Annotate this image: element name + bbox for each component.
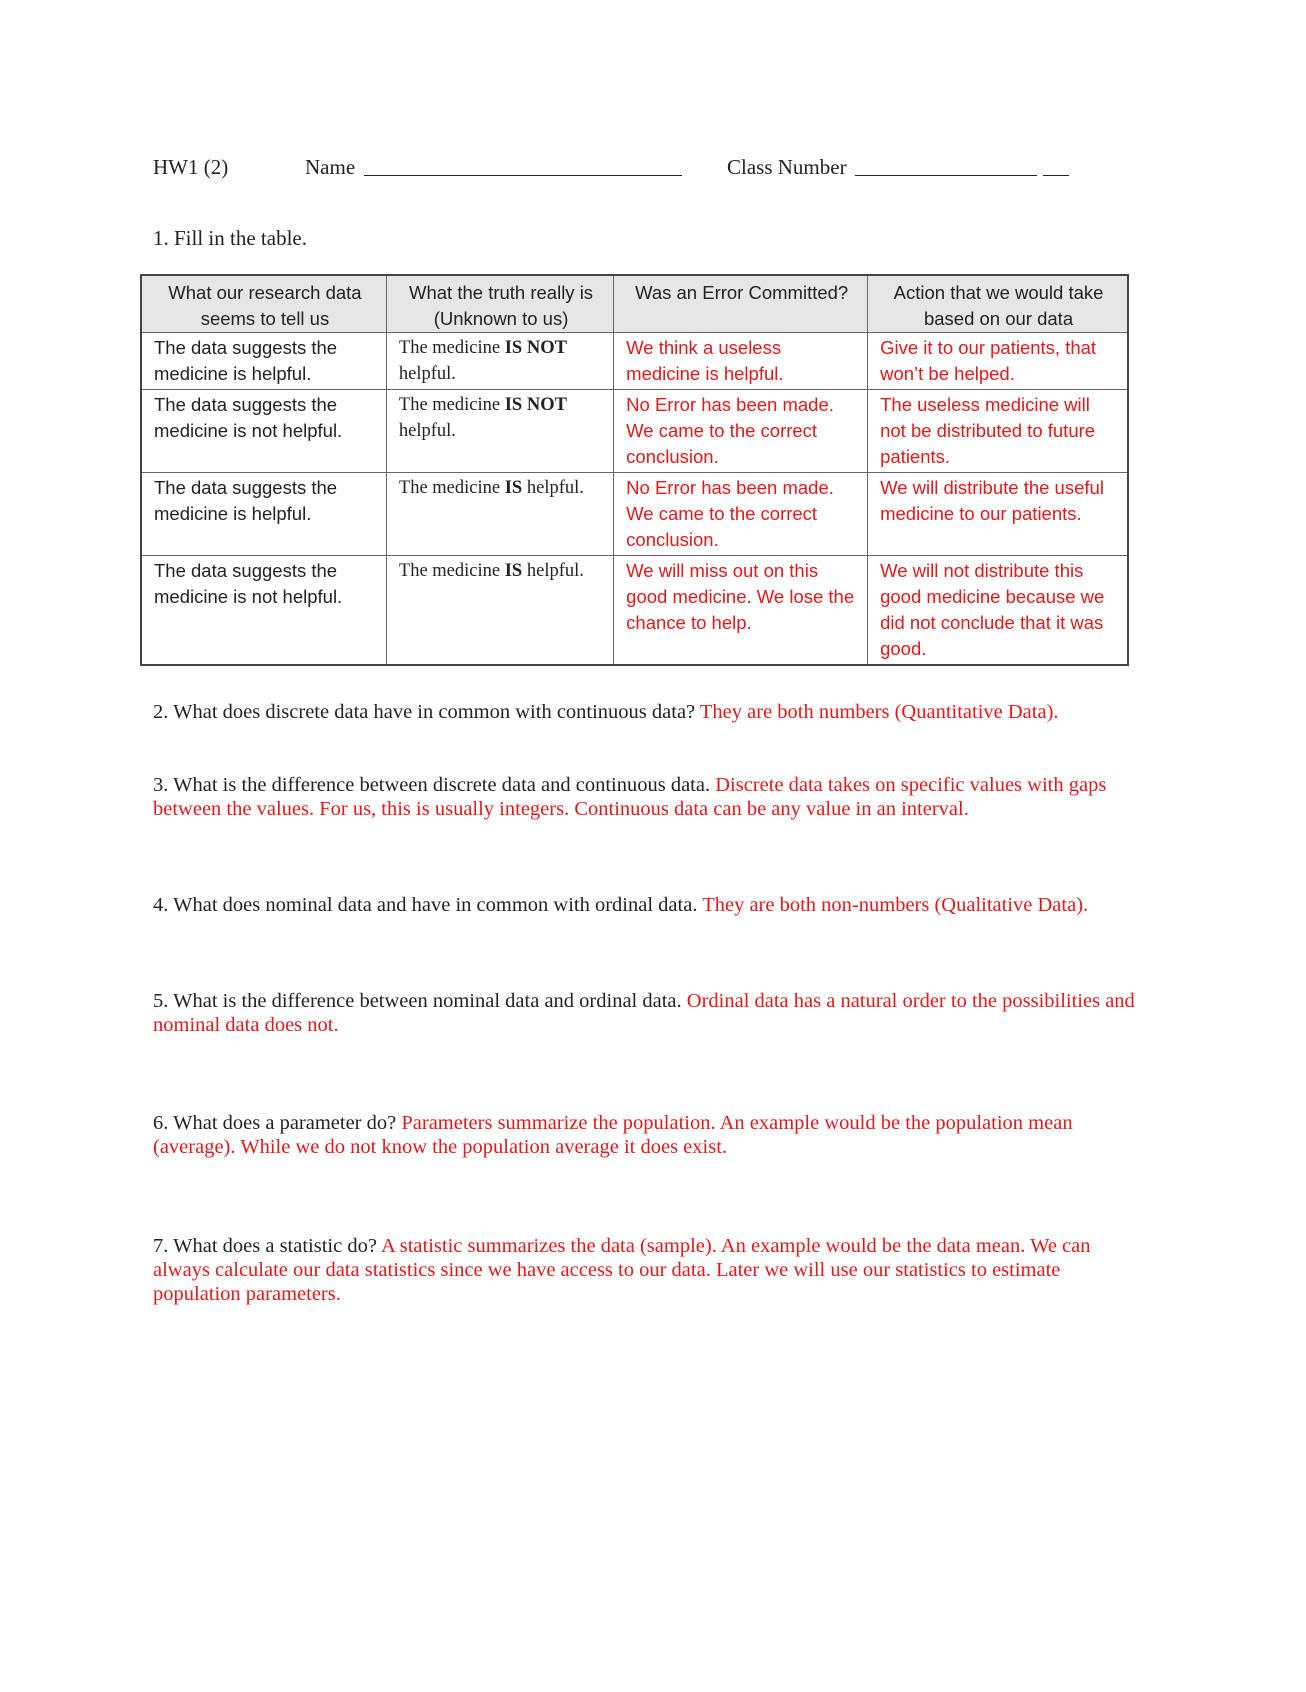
header-research-data: What our research data seems to tell us: [141, 275, 386, 333]
cell-action: The useless medicine will not be distributed to future patients.: [868, 390, 1128, 473]
cell-truth: The medicine IS NOT helpful.: [386, 333, 613, 390]
cell-truth: The medicine IS helpful.: [386, 473, 613, 556]
cell-truth: The medicine IS helpful.: [386, 556, 613, 666]
assignment-title: HW1 (2): [153, 155, 229, 179]
name-blank-line: [364, 175, 682, 176]
question-3: [153, 773, 1138, 821]
question-5: [153, 989, 1138, 1037]
header-truth: What the truth really is (Unknown to us): [386, 275, 613, 333]
question-7: [153, 1234, 1138, 1306]
question-6-prompt: 6. What does a parameter do?: [153, 1112, 402, 1134]
table-header-row: [141, 275, 1128, 333]
error-table: [140, 274, 1129, 666]
cell-error: We will miss out on this good medicine. We lose the chance to help.: [614, 556, 868, 666]
question-1-prompt: 1. Fill in the table.: [153, 226, 307, 250]
cell-action: We will distribute the useful medicine to our patients.: [868, 473, 1128, 556]
worksheet-header: [153, 151, 1113, 183]
cell-error: We think a useless medicine is helpful.: [614, 333, 868, 390]
question-7-answer: A statistic summarizes the data (sample). An example would be the data mean. We can always calculate our data statistics since we have access to our data. Later we will use our statistics to estimate population parameters.: [153, 1235, 1091, 1305]
cell-truth: The medicine IS NOT helpful.: [386, 390, 613, 473]
question-6: [153, 1111, 1138, 1159]
question-7-prompt: 7. What does a statistic do?: [153, 1235, 381, 1257]
table-row: [141, 556, 1128, 666]
question-2-answer: They are both numbers (Quantitative Data).: [699, 701, 1059, 723]
cell-data: The data suggests the medicine is helpful.: [141, 333, 386, 390]
cell-action: Give it to our patients, that won’t be helped.: [868, 333, 1128, 390]
question-3-prompt: 3. What is the difference between discrete data and continuous data.: [153, 774, 716, 796]
question-2-prompt: 2. What does discrete data have in common with continuous data?: [153, 701, 700, 723]
question-4-prompt: 4. What does nominal data and have in common with ordinal data.: [153, 894, 703, 916]
question-5-answer: Ordinal data has a natural order to the possibilities and nominal data does not.: [153, 990, 1135, 1036]
table-row: [141, 390, 1128, 473]
question-4: [153, 893, 1138, 917]
header-action: Action that we would take based on our data: [868, 275, 1128, 333]
cell-action: We will not distribute this good medicine because we did not conclude that it was good.: [868, 556, 1128, 666]
class-number-label: Class Number: [727, 155, 847, 179]
question-4-answer: They are both non-numbers (Qualitative Data).: [702, 894, 1089, 916]
class-number-blank-line: [855, 175, 1037, 176]
table-row: [141, 333, 1128, 390]
question-2: [153, 700, 1138, 724]
cell-data: The data suggests the medicine is not helpful.: [141, 556, 386, 666]
name-label: Name: [305, 155, 356, 179]
table-row: [141, 473, 1128, 556]
question-5-prompt: 5. What is the difference between nominal data and ordinal data.: [153, 990, 687, 1012]
cell-data: The data suggests the medicine is not helpful.: [141, 390, 386, 473]
cell-error: No Error has been made. We came to the correct conclusion.: [614, 473, 868, 556]
cell-data: The data suggests the medicine is helpful.: [141, 473, 386, 556]
question-6-answer: Parameters summarize the population. An example would be the population mean (average). While we do not know the population average it does exist.: [153, 1112, 1073, 1158]
header-error: Was an Error Committed?: [614, 275, 868, 333]
question-3-answer: Discrete data takes on specific values with gaps between the values. For us, this is usually integers. Continuous data can be any value in an interval.: [153, 774, 1107, 820]
class-number-blank-line-short: [1043, 175, 1069, 176]
cell-error: No Error has been made. We came to the correct conclusion.: [614, 390, 868, 473]
